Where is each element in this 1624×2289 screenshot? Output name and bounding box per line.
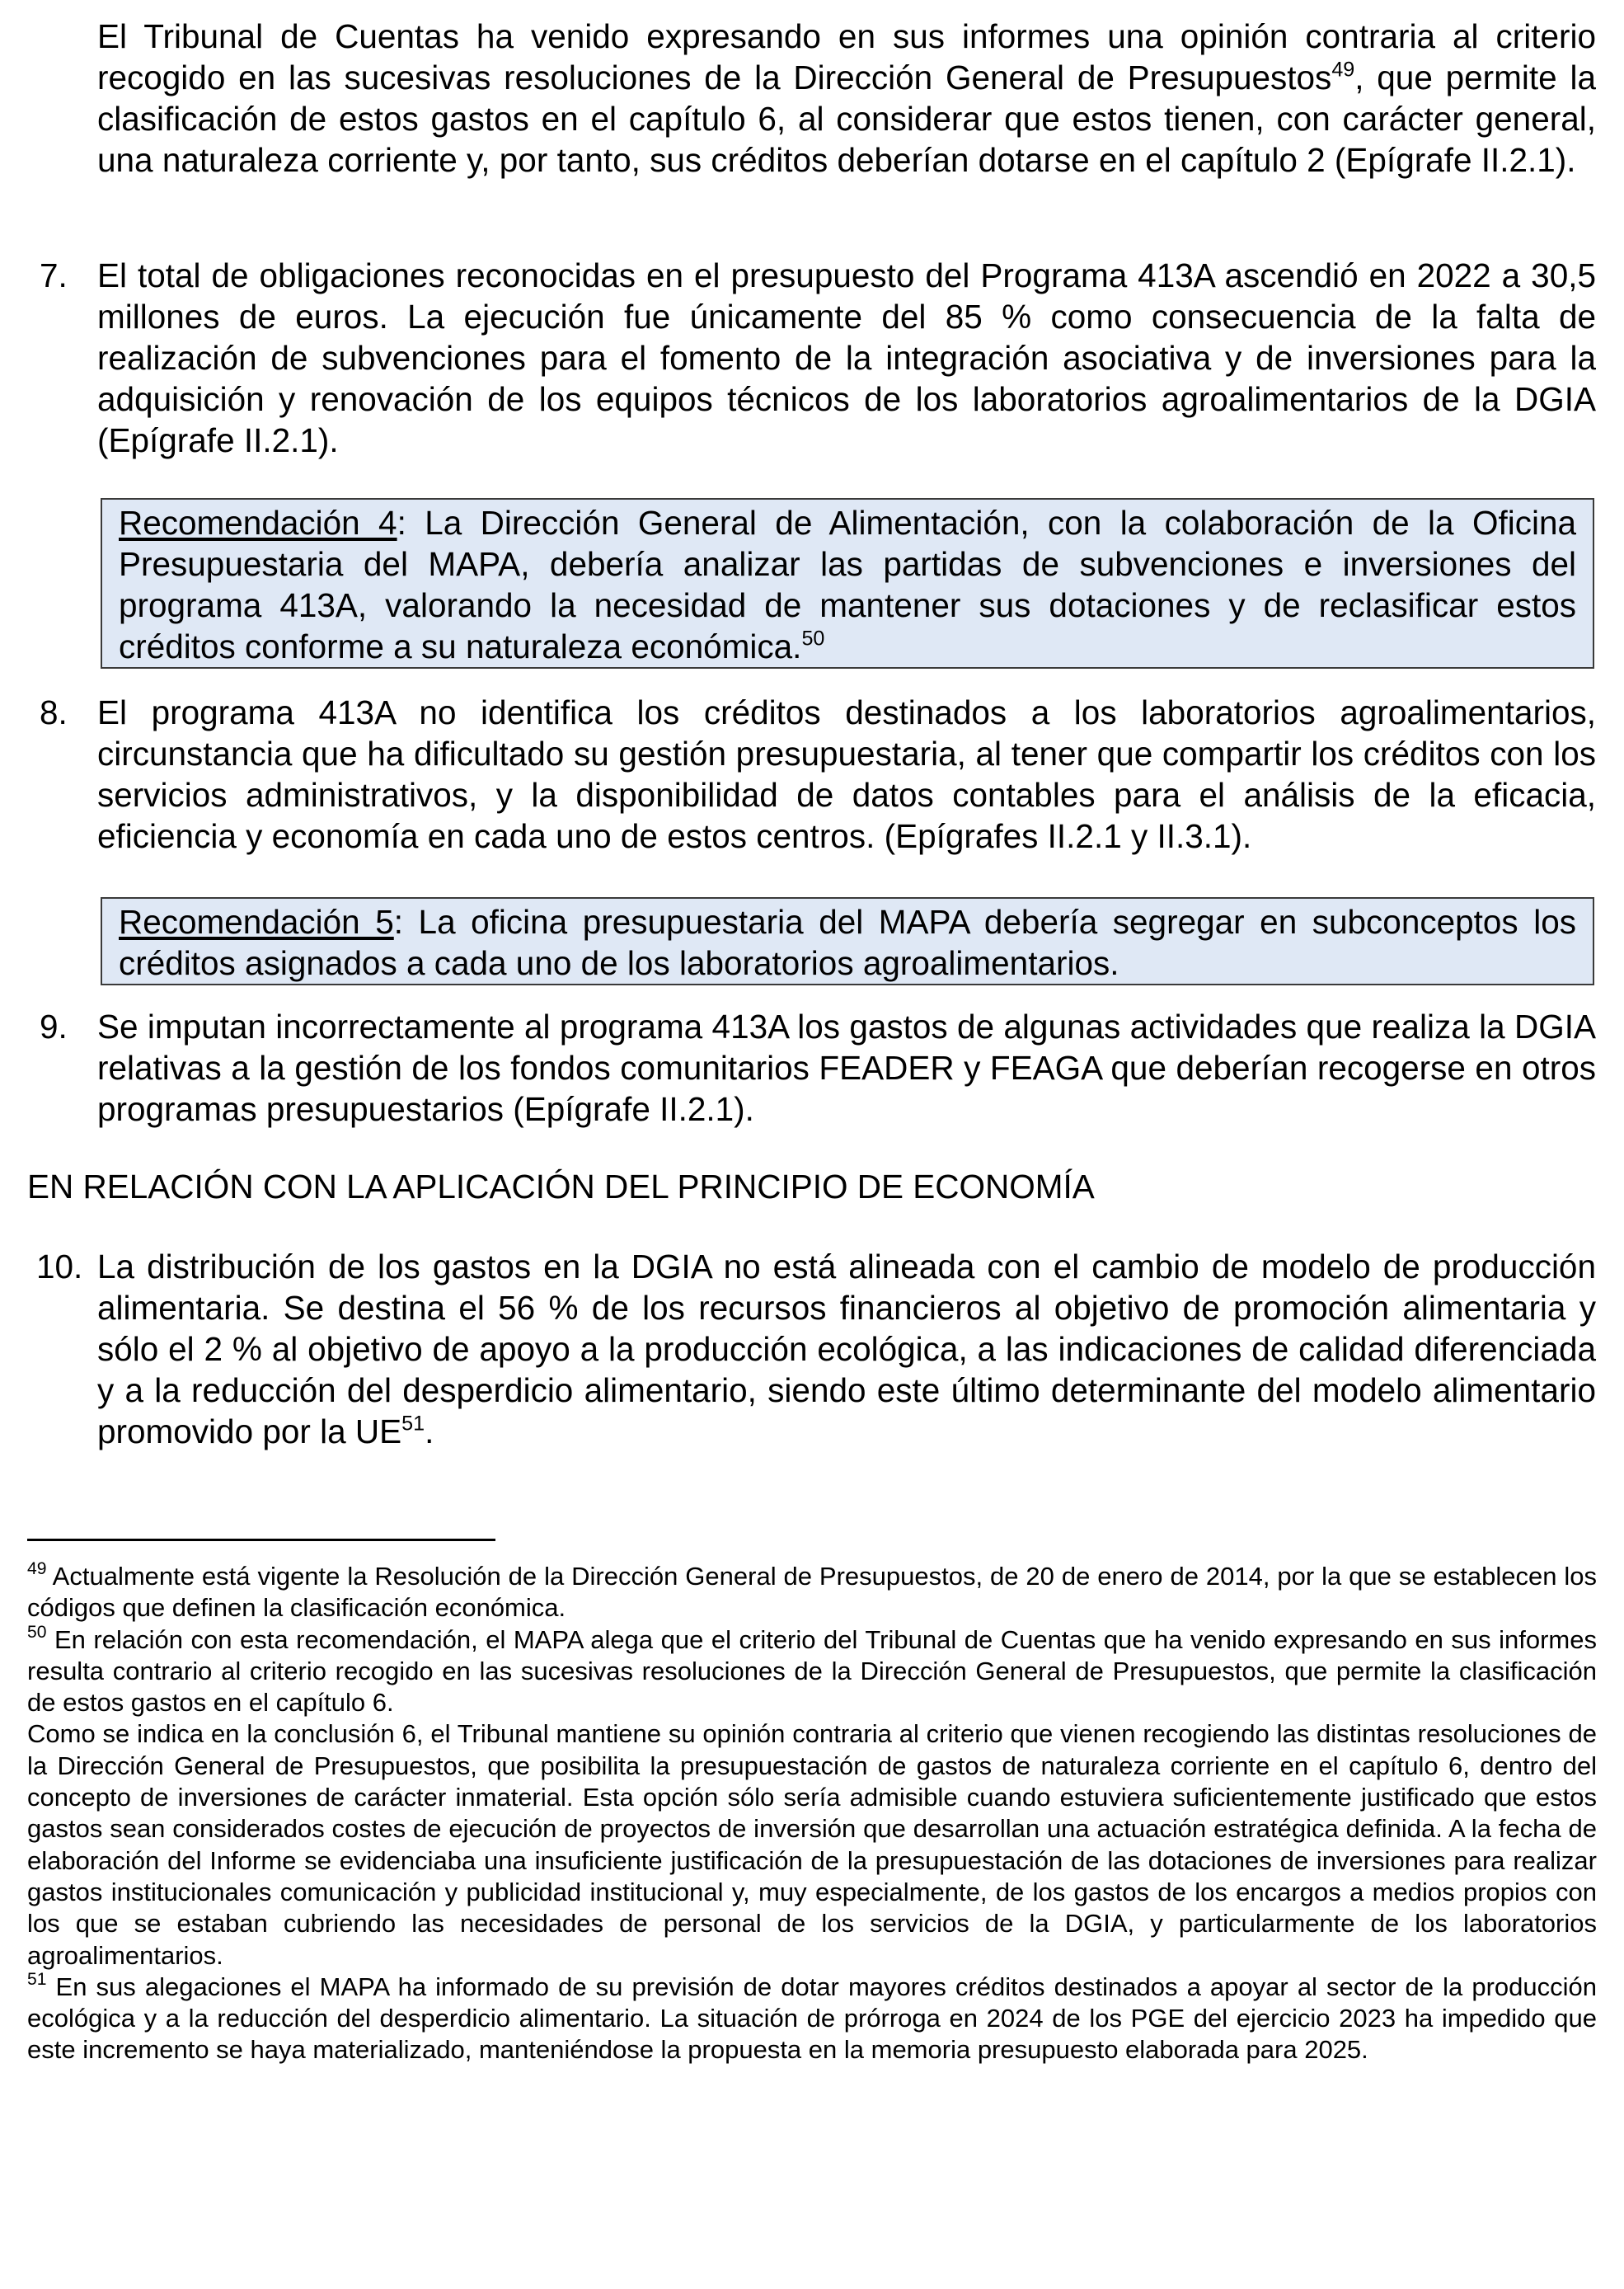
footnote-number: 51 [27,1969,47,1989]
footnote-51 [27,1969,1597,2066]
item-text-part: La distribución de los gastos en la DGIA no está alineada con el cambio de modelo de producción alimentaria. Se destina el 56 % de los recursos financieros al objetivo de promoción alimentaria y sólo el 2 % al objetivo de apoyo a la producción ecológica, a las indicaciones de calidad diferenciada y a la reducción del desperdicio alimentario, siendo este último determinante del modelo alimentario promovido por la UE [97,1248,1596,1450]
paragraph-text: El Tribunal de Cuentas ha venido expresando en sus informes una opinión contraria al criterio recogido en las sucesivas resoluciones de la Dirección General de Presupuestos [97,17,1596,96]
footnote-ref-51[interactable]: 51 [401,1412,425,1436]
footnote-49 [27,1558,1597,1624]
section-heading: EN RELACIÓN CON LA APLICACIÓN DEL PRINCIPIO DE ECONOMÍA [27,1168,1095,1206]
item-number: 8. [40,693,68,731]
footnote-50-continuation: Como se indica en la conclusión 6, el Tribunal mantiene su opinión contraria al criterio que vienen recogiendo las distintas resoluciones de la Dirección General de Presupuestos, que posibilita la presupuestación de gastos de naturaleza corriente en el capítulo 6, dentro del concepto de inversiones de carácter inmaterial. Esta opción sólo sería admisible cuando estuviera suficientemente justificado que estos gastos sean considerados costes de ejecución de proyectos de inversión que desarrollan una actuación estratégica definida. A la fecha de elaboración del Informe se evidenciaba una insuficiente justificación de la presupuestación de las dotaciones de inversiones para realizar gastos institucionales comunicación y publicidad institucional y, muy especialmente, de los gastos de los encargos a medios propios con los que se estaban cubriendo las necesidades de personal de los servicios de la DGIA, y particularmente de los laboratorios agroalimentarios. [27,1719,1597,1970]
recommendation-text: : La Dirección General de Alimentación, con la colaboración de la Oficina Presupuestaria del MAPA, debería analizar las partidas de subvenciones e inversiones del programa 413A, valorando la necesidad de mantener sus dotaciones y de reclasificar estos créditos conforme a su naturaleza económica. [119,504,1577,665]
item-text: El total de obligaciones reconocidas en el presupuesto del Programa 413A ascendió en 2022 a 30,5 millones de euros. La ejecución fue únicamente del 85 % como consecuencia de la falta de realización de subvenciones para el fomento de la integración asociativa y de inversiones para la adquisición y renovación de los equipos técnicos de los laboratorios agroalimentarios de la DGIA (Epígrafe II.2.1). [97,256,1596,459]
item-text [97,1246,1596,1452]
item-number: 7. [40,256,68,294]
footnote-text: En sus alegaciones el MAPA ha informado de su previsión de dotar mayores créditos destinados a apoyar al sector de la producción ecológica y a la reducción del desperdicio alimentario. La situación de prórroga en 2024 de los PGE del ejercicio 2023 ha impedido que este incremento se haya materializado, manteniéndose la propuesta en la memoria presupuesto elaborada para 2025. [27,1972,1597,2065]
footnote-ref-50[interactable]: 50 [801,627,825,651]
item-number: 9. [40,1008,68,1046]
recommendation-text: : La oficina presupuestaria del MAPA debería segregar en subconceptos los créditos asignados a cada uno de los laboratorios agroalimentarios. [119,903,1576,982]
recommendation-label: Recomendación 4 [119,504,397,542]
item-text: Se imputan incorrectamente al programa 413A los gastos de algunas actividades que realiza la DGIA relativas a la gestión de los fondos comunitarios FEADER y FEAGA que deberían recogerse en otros programas presupuestarios (Epígrafe II.2.1). [97,1008,1596,1128]
footnotes [27,1558,1597,2066]
footnote-text: Actualmente está vigente la Resolución de la Dirección General de Presupuestos, de 20 de enero de 2014, por la que se establecen los códigos que definen la clasificación económica. [27,1562,1597,1623]
footnote-50 [27,1624,1597,1719]
recommendation-box-5 [101,897,1594,985]
recommendation-label: Recomendación 5 [119,903,394,941]
item-text-part: . [425,1412,434,1450]
recommendation-box-4 [101,498,1594,669]
footnote-number: 49 [27,1558,47,1578]
item-number: 10. [36,1248,83,1286]
intro-paragraph [97,16,1596,181]
footnote-number: 50 [27,1622,47,1642]
paragraph-text: , que permite la clasificación de estos gastos en el capítulo 6, al considerar que estos tienen, con carácter general, una naturaleza corriente y, por tanto, sus créditos deberían dotarse en el capítulo 2 (Epígrafe II.2.1). [97,59,1596,179]
item-text: El programa 413A no identifica los créditos destinados a los laboratorios agroalimentarios, circunstancia que ha dificultado su gestión presupuestaria, al tener que compartir los créditos con los servicios administrativos, y la disponibilidad de datos contables para el análisis de la eficacia, eficiencia y economía en cada uno de estos centros. (Epígrafes II.2.1 y II.3.1). [97,693,1596,855]
footnote-ref-49[interactable]: 49 [1331,58,1355,82]
footnote-text: En relación con esta recomendación, el MAPA alega que el criterio del Tribunal de Cuentas que ha venido expresando en sus informes resulta contrario al criterio recogido en las sucesivas resoluciones de la Dirección General de Presupuestos, que permite la clasificación de estos gastos en el capítulo 6. [27,1624,1597,1718]
footnote-separator [27,1539,495,1541]
